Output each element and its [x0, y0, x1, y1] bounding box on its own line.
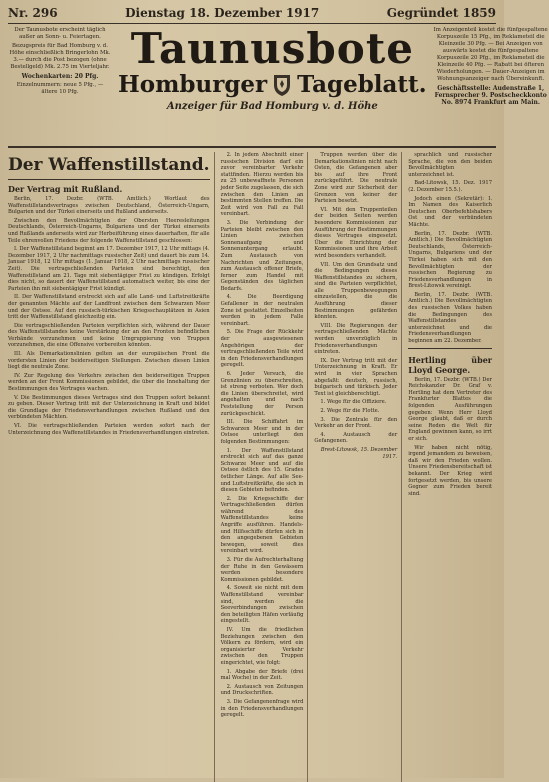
column-3 [314, 152, 402, 782]
paragraph: Berlin, 17. Dezbr. (WTB. Amtlich.) Die Bevollmächtigten des russischen Volkes haben die Bedingungen des Waffenstillstandes unterzeichnet und die Friedensverhandlungen beginnen am 22. Dezember. [408, 291, 492, 345]
paragraph: Die vertragschließenden Parteien verpflichten sich, während der Dauer des Waffenstillstandes keine Verstärkung der an den Fronten befindlichen Verbände vorzunehmen und keine Umgruppierung von Truppen vorzunehmen, die eine Offensive vorbereiten könnten. [8, 322, 210, 349]
paragraph: Truppen werden über die Demarkationslinien nicht nach Osten, die Gefangenen aber bis auf ihre Front zurückgeführt. Die neutrale Zone wird zur Sicherheit der Grenzen von keiner der Parteien besetzt. [314, 152, 398, 205]
paragraph: sprachlich und russischer Sprache, die von den beiden Bevollmächtigten unterzeichnet ist. [408, 152, 492, 178]
paragraph: II. Der Waffenstillstand erstreckt sich auf alle Land- und Luftstreitkräfte der genannten Mächte auf der Landfront zwischen dem Schwarzen Meer und der Ostsee. Auf den russisch-türkischen Kriegsschauplätzen in Asien tritt der Waffenstillstand gleichzeitig ein. [8, 294, 210, 321]
masthead-title-block [118, 24, 427, 142]
newspaper-subtitle [118, 71, 427, 99]
paragraph: V. Die Bestimmungen dieses Vertrages sind den Truppen sofort bekannt zu geben. Dieser Vertrag tritt mit der Unterzeichnung in Kraft und bildet die Grundlage der Friedensverhandlungen zwischen Rußland und den verbündeten Mächten. [8, 394, 210, 421]
paragraph: 2. Die Kriegsschiffe der Vertragschließenden dürfen während des Waffenstillstandes keine Angriffe ausführen. Handels- und Hilfsschiffe dürfen sich in den angegebenen Gebieten bewegen, soweit dies vereinbart wird. [220, 495, 304, 555]
masthead [8, 24, 548, 148]
column-1 [8, 152, 215, 782]
paragraph: 4. Soweit sie nicht mit dem Waffenstillstand vereinbar sind, werden die Seeverbindungen zwischen den beteiligten Häfen vorläufig eingestellt. [220, 585, 304, 625]
subtitle-left: Homburger [118, 71, 268, 98]
issue-date: Dienstag 18. Dezember 1917 [125, 6, 320, 20]
paragraph: Zwischen den Bevollmächtigten der Obersten Heeresleitungen Deutschlands, Österreich-Ungarns, Bulgariens und der Türkei einerseits und Rußlands anderseits wird zur Herbeiführung eines dauerhaften, für alle Teile ehrenvollen Friedens der folgende Waffenstillstand geschlossen: [8, 217, 210, 244]
paragraph: Wir haben nicht nötig, irgend jemandem zu beweisen, daß wir den Frieden wollen. Unsere Friedensbereitschaft ist bekannt. Der Krieg wird fortgesetzt werden, bis unsere Gegner zum Frieden bereit sind. [408, 444, 492, 497]
paragraph: VI. Die vertragschließenden Parteien werden sofort nach der Unterzeichnung des Waffenstillstandes in Friedensverhandlungen eintreten. [8, 423, 210, 436]
column-4 [408, 152, 496, 782]
subscription-info [8, 27, 112, 142]
paragraph: VI. Mit den Truppenteilen der beiden Seiten werden besondere Kommissionen zur Ausführung der Bestimmungen dieses Vertrages eingesetzt. Über die Einrichtung der Kommissionen und ihre Arbeit wird besonders verhandelt. [314, 206, 398, 259]
paragraph: 2. Austausch von Zeitungen und Druckschriften. [220, 683, 304, 697]
paragraph: VIII. Die Regierungen der vertragschließenden Mächte werden unverzüglich in Friedensverhandlungen eintreten. [314, 322, 398, 356]
paragraph: I. Der Waffenstillstand beginnt am 17. Dezember 1917, 12 Uhr mittags (4. Dezember 1917, 2 Uhr nachmittags russischer Zeit) und dauert bis zum 14. Januar 1918, 12 Uhr mittags (1. Januar 1918, 2 Uhr nachmittags russischer Zeit). Die vertragschließenden Parteien sind berechtigt, den Waffenstillstand am 21. Tage mit siebentägiger Frist zu kündigen. Erfolgt dies nicht, so dauert der Waffenstillstand automatisch weiter, bis eine der Parteien ihn mit siebentägiger Frist kündigt. [8, 246, 210, 292]
paragraph: 3. Die Zentrale für den Verkehr an der Front. [314, 416, 398, 430]
paragraph: Bad-Litowsk, 15. Dez. 1917 (2. Dezember 15.5.). [408, 180, 492, 193]
paragraph: 3. Für die Aufrechterhaltung der Ruhe in den Gewässern werden besondere Kommissionen gebildet. [220, 557, 304, 583]
paragraph: IV. Zur Regelung des Verkehrs zwischen den beiderseitigen Truppen werden an der Front Kommissionen gebildet, die über die Innehaltung der Bestimmungen des Vertrages wachen. [8, 372, 210, 393]
paragraph: 1. Wege für die Offiziere. [320, 399, 387, 406]
paragraph: 1. Abgabe der Briefe (drei mal Woche) in der Zeit. [220, 668, 304, 682]
signature-line: Brest-Litowsk, 15. Dezember 1917. [320, 446, 398, 460]
article-subhead: Der Vertrag mit Rußland. [8, 184, 123, 194]
paragraph: Jedoch einen (Sekretär): I. Im Namen des Kaiserlich Deutschen Oberbefehlshabers Ost und der verbündeten Mächte. [408, 195, 492, 228]
paragraph: III. Als Demarkationslinien gelten an der europäischen Front die vordersten Linien der beiderseitigen Stellungen. Zwischen diesen Linien liegt die neutrale Zone. [8, 351, 210, 371]
paragraph: III. Die Schiffahrt im Schwarzen Meer und in der Ostsee unterliegt den folgenden Bestimmungen: [220, 419, 304, 445]
subscription-line: Einzelnummern: neue 5 Pfg., — ältere 10 Pfg. [16, 82, 104, 95]
newspaper-title: Taunusbote [130, 24, 414, 73]
article-columns [8, 148, 496, 782]
paragraph: 3. Die Gefangenenfrage wird in den Friedensverhandlungen geregelt. [220, 698, 304, 719]
paragraph: IV. Um die friedlichen Beziehungen zwischen den Völkern zu fördern, wird ein organisierter Verkehr zwischen den Truppen eingerichtet, wie folgt: [220, 626, 304, 666]
paragraph: VII. Um den Grundsatz und die Bedingungen dieses Waffenstillstandes zu sichern, sind die Parteien verpflichtet, alle Truppenbewegungen einzustellen, die die Ausführung dieser Bestimmungen gefährden könnten. [314, 261, 398, 321]
article-subhead: Hertling über Lloyd George. [408, 354, 492, 375]
paragraph: Berlin, 17. Dezbr. (WTB.) Der Reichskanzler Dr. Graf v. Hertling hat dem Vertreter des Frankfurter Blattes die folgenden Ausführungen gegeben: Wenn Herr Lloyd George glaubt, daß er durch seine Reden die Welt für England gewinnen kann, so irrt er sich. [408, 376, 492, 442]
paragraph: Berlin, 17. Dezbr. (WTB. Amtlich.) Wortlaut des Waffenstillstandsvertrages zwischen Deutschland, Österreich-Ungarn, Bulgarien und der Türkei einerseits und Rußland anderseits. [8, 196, 210, 216]
paragraph: 1. Der Waffenstillstand erstreckt sich auf das ganze Schwarze Meer und auf die Ostsee östlich des 15. Grades östlicher Länge. Auf alle See- und Luftstreitkräfte, die sich in diesen Gebieten befinden. [220, 447, 304, 494]
office-line: Geschäftsstelle: Audenstraße 1, Fernsprecher 9. Postscheckkonto No. 8974 Frankfurt am Main. [434, 85, 547, 106]
paragraph: IX. Der Vertrag tritt mit der Unterzeichnung in Kraft. Er wird in vier Sprachen abgefaßt: deutsch, russisch, bulgarisch und türkisch. Jeder Text ist gleichberechtigt. [314, 357, 398, 397]
subtitle-right: Tageblatt. [297, 71, 427, 98]
paragraph: 4. Die Beerdigung Gefallener in der neutralen Zone ist gestattet. Einzelheiten werden in jedem Falle vereinbart. [220, 294, 304, 327]
paragraph: 6. Jeder Versuch, die Grenzlinien zu überschreiten, ist streng verboten. Wer doch die Linien überschreitet, wird angehalten und nach Feststellung der Person zurückgeschickt. [220, 371, 304, 417]
divider [408, 348, 492, 349]
issue-number: Nr. 296 [8, 6, 58, 20]
paragraph: 5. Die Frage der Rückkehr der ausgewiesenen Angehörigen der vertragschließenden Teile wird in den Friedensverhandlungen geregelt. [220, 329, 304, 369]
advertising-info [433, 27, 549, 142]
paragraph: 4. Austausch der Gefangenen. [314, 431, 398, 445]
main-headline: Der Waffenstillstand. [8, 155, 210, 175]
paragraph: Berlin, 17. Dezbr. (WTB. Amtlich.) Die Bevollmächtigten Deutschlands, Österreich-Ungarns, Bulgariens und der Türkei haben sich mit den Bevollmächtigten der russischen Regierung zu Friedensverhandlungen in Brest-Litowsk vereinigt. [408, 230, 492, 290]
paragraph: 2. In jedem Abschnitt einer russischen Division darf ein zuvor vereinbarter Verkehr stattfinden. Hierzu werden bis zu 25 unbewaffnete Personen jeder Seite zugelassen, die sich zwischen den Linien an bestimmten Stellen treffen. Die Zeit wird von Fall zu Fall vereinbart. [220, 152, 304, 218]
column-2 [221, 152, 309, 782]
subscription-line: Bezugspreis für Bad Homburg v. d. Höhe einschließlich Bringerlohn Mk. 3.— durch die Post bezogen (ohne Bestellgeld) Mk. 2.75 im Vierteljahr. [9, 43, 111, 70]
paragraph: 3. Die Verbindung der Parteien bleibt zwischen den Linien zwischen Sonnenaufgang und Sonnenuntergang erlaubt. Zum Austausch von Nachrichten und Zeitungen, zum Austausch offener Briefe, ferner zum Handel mit Gegenständen des täglichen Bedarfs. [220, 219, 304, 292]
advertising-line: Im Anzeigenteil kostet die fünfgespaltene Korpuszeile 15 Pfg., im Reklameteil die Kleinzeile 30 Pfg. — Bei Anzeigen von auswärts kostet die fünfgespaltene Korpuszeile 20 Pfg., im Reklameteil die Kleinzeile 40 Pfg. — Rabatt bei öfteren Wiederholungen. — Dauer-Anzeigen im Wohnungsanzeiger nach Übereinkunft. [433, 27, 548, 82]
tagline: Anzeiger für Bad Homburg v. d. Höhe [166, 101, 378, 112]
coat-of-arms-icon [271, 73, 293, 97]
founded-year: Gegründet 1859 [386, 6, 496, 20]
dateline [8, 6, 496, 24]
subscription-line: Wochenkarten: 20 Pfg. [21, 73, 99, 80]
subscription-line: Der Taunusbote erscheint täglich außer an Sonn- u. Feiertagen. [14, 27, 106, 40]
paragraph: 2. Wege für die Flotte. [320, 407, 380, 414]
divider [8, 179, 210, 180]
